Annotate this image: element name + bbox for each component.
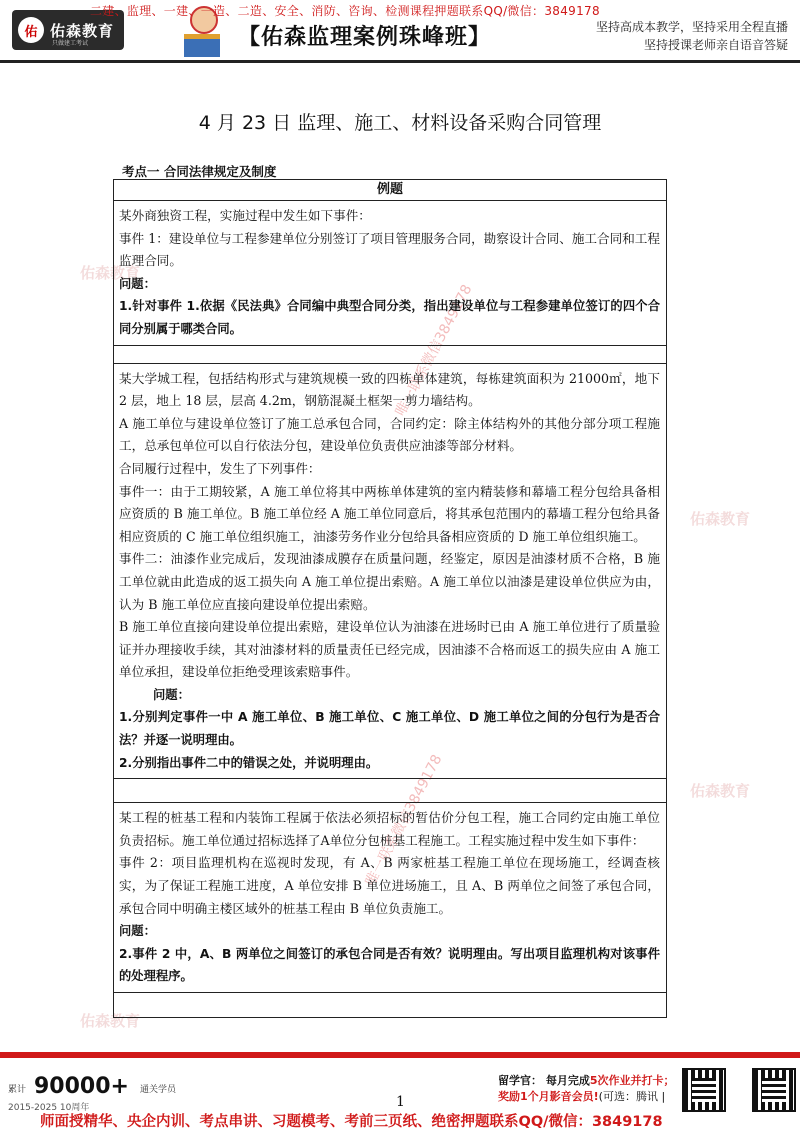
qr-code-icon [682,1068,726,1112]
question-item: 1.针对事件 1.依据《民法典》合同编中典型合同分类，指出建设单位与工程参建单位签订的四个合同分别属于哪类合同。 [119,299,660,336]
question-item: 1.分别判定事件一中 A 施工单位、B 施工单位、C 施工单位、D 施工单位之间的分包行为是否合法？并逐一说明理由。 [119,710,660,748]
case-text: B 施工单位直接向建设单位提出索赔，建设单位认为油漆在进场时已由 A 施工单位进行了质量验证并办理接收手续，其对油漆材料的质量责任已经完成，因油漆不合格而返工的损失应由 A 施工单位承担，建设单位拒绝受理该索赔事件。 [119,619,660,680]
case-text: 事件二：油漆作业完成后，发现油漆成膜存在质量问题，经鉴定，原因是油漆材质不合格，B 施工单位就由此造成的返工损失向 A 施工单位提出索赔。A 施工单位以油漆是建设单位供应为由，认为 B 施工单位应直接向建设单位提出索赔。 [119,551,660,612]
case-text: 事件 1：建设单位与工程参建单位分别签订了项目管理服务合同，勘察设计合同、施工合同和工程监理合同。 [119,230,660,269]
section-heading: 考点一 合同法律规定及制度 [122,164,277,179]
blank-row [114,779,666,803]
question-item: 2.分别指出事件二中的错误之处，并说明理由。 [119,755,379,770]
case-text: 某工程的桩基工程和内装饰工程属于依法必须招标的暂估价分包工程，施工合同约定由施工单位负责招标。施工单位通过招标选择了A单位分包桩基工程施工。工程实施过程中发生如下事件： [119,810,660,848]
watermark-text: 唯一联系微信3849178 [392,282,476,419]
page-title: 4 月 23 日 监理、施工、材料设备采购合同管理 [198,112,602,134]
page-footer [0,1058,800,1132]
watermark-logo: 佑森教育 [690,510,751,528]
promo-highlight: 奖励1个月影音会员! [498,1090,599,1103]
header-divider [0,60,800,63]
watermark-logo: 佑森教育 [690,782,751,800]
course-title: 【佑森监理案例珠峰班】 [238,25,492,50]
top-contact-note: 二建、监理、一建、一造、二造、安全、消防、咨询、检测课程押题联系QQ/微信：3849178 [90,4,600,18]
watermark-logo: 佑森教育 [80,1012,141,1030]
page-number: 1 [396,1094,405,1110]
promo-text: 留学官： 每月完成 [498,1074,590,1087]
stat-prefix: 累计 [8,1085,27,1095]
promo-line-1 [498,1072,675,1088]
stat-number: 90000+ [34,1074,129,1099]
promo-highlight: 5次作业并打卡； [589,1074,675,1087]
case-2 [114,364,666,780]
example-table [113,179,667,1018]
promo-line-2 [498,1088,665,1104]
logo-mark-icon: 佑 [18,17,44,43]
qr-code-icon [752,1068,796,1112]
case-1 [114,201,666,346]
promo-text: (可选：腾讯 | [598,1090,666,1103]
case-text: 事件一：由于工期较紧，A 施工单位将其中两栋单体建筑的室内精装修和幕墙工程分包给具备相应资质的 B 施工单位。B 施工单位经 A 施工单位同意后，将其承包范围内的幕墙工程分包给具备相应资质的 C 施工单位组织施工，油漆劳务作业分包给具备相应资质的 D 施工单位组织施工。 [119,483,660,544]
stat-suffix: 通关学员 [140,1085,177,1095]
question-label: 问题： [119,276,156,291]
watermark-text: 唯一联系微信3849178 [362,752,446,889]
slogan-line-2: 坚持授课老师亲自语音答疑 [643,38,788,52]
logo-name: 佑森教育 [50,21,115,40]
case-text: 事件 2：项目监理机构在巡视时发现，有 A、B 两家桩基工程施工单位在现场施工，经调查核实，为了保证工程施工进度，A 单位安排 B 单位进场施工，且 A、B 两单位之间签了承包合同，承包合同中明确主楼区域外的桩基工程由 B 单位负责施工。 [119,855,660,916]
question-label: 问题： [153,687,190,702]
case-text: 某外商独资工程，实施过程中发生如下事件： [119,208,371,223]
case-3 [114,803,666,993]
watermark-logo: 佑森教育 [80,264,141,282]
logo-subtitle: 只做建工考试 [52,40,89,47]
blank-row [114,346,666,364]
page-header [0,0,800,64]
stat-years: 2015-2025 10周年 [8,1103,90,1113]
table-header: 例题 [114,180,666,201]
question-item: 2.事件 2 中，A、B 两单位之间签订的承包合同是否有效？说明理由。写出项目监理机构对该事件的处理程序。 [119,946,660,984]
case-text: 某大学城工程，包括结构形式与建筑规模一致的四栋单体建筑，每栋建筑面积为 21000㎡，地下 2 层，地上 18 层，层高 4.2m，钢筋混凝土框架一剪力墙结构。 [119,370,660,409]
case-text: 合同履行过程中，发生了下列事件： [119,460,321,476]
case-text: A 施工单位与建设单位签订了施工总承包合同，合同约定：除主体结构外的其他分部分项工程施工，总承包单位可以自行依法分包，建设单位负责供应油漆等部分材料。 [119,415,660,454]
blank-row [114,993,666,1017]
question-label: 问题： [119,924,156,939]
bottom-banner: 师面授精华、央企内训、考点串讲、习题模考、考前三页纸、绝密押题联系QQ/微信：3849178 [40,1114,663,1130]
slogan-line-1: 坚持高成本教学，坚持采用全程直播 [595,20,788,34]
